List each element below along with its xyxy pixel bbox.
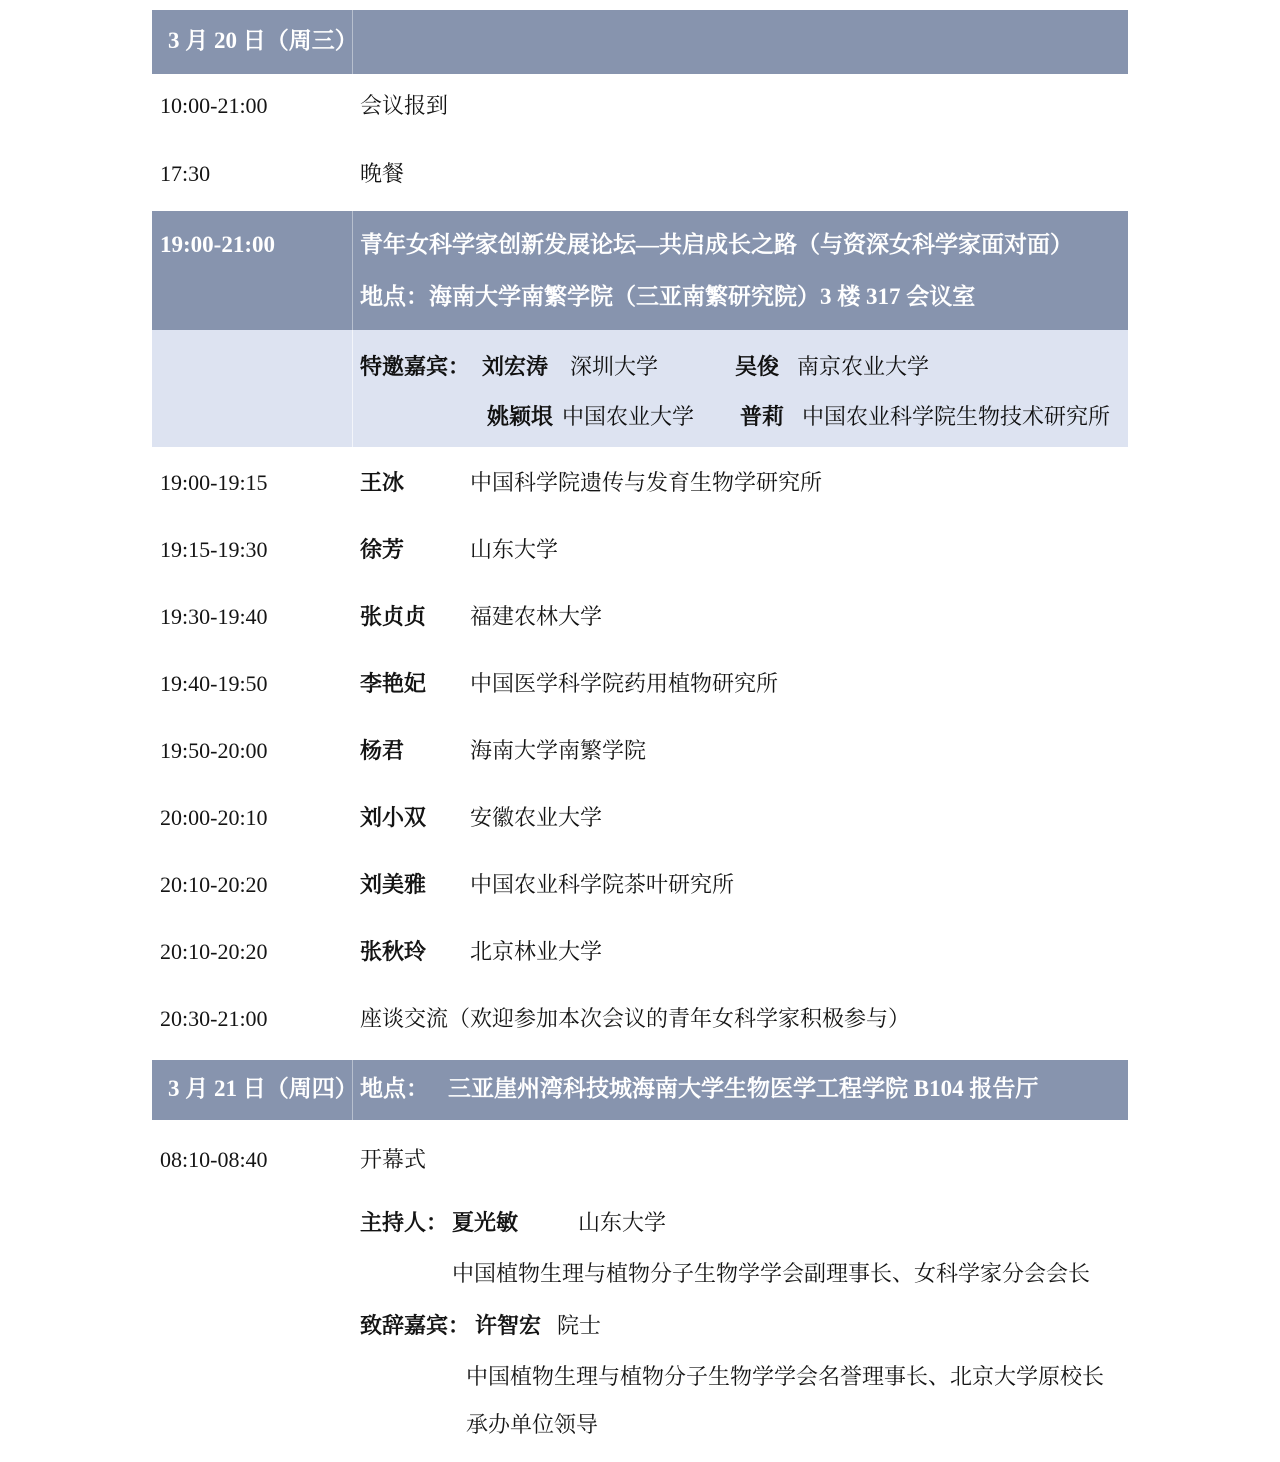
speech-guest-organizers: 承办单位领导 — [466, 1412, 599, 1437]
discussion-time: 20:30-21:00 — [160, 1006, 268, 1031]
registration-time: 10:00-21:00 — [160, 93, 268, 118]
forum-time: 19:00-21:00 — [160, 232, 275, 257]
dinner-time: 17:30 — [160, 161, 211, 186]
guests-label: 特邀嘉宾： — [360, 354, 471, 379]
guest-affiliation: 深圳大学 — [570, 354, 659, 379]
discussion-activity: 座谈交流（欢迎参加本次会议的青年女科学家积极参与） — [360, 1006, 911, 1031]
talk-time: 20:10-20:20 — [160, 939, 268, 964]
guest-name: 刘宏涛 — [482, 354, 549, 379]
forum-band — [152, 211, 1128, 330]
registration-activity: 会议报到 — [360, 93, 449, 118]
forum-location: 地点：海南大学南繁学院（三亚南繁研究院）3 楼 317 会议室 — [360, 284, 976, 309]
guest-name: 姚颖垠 — [487, 404, 554, 429]
forum-column-divider — [352, 211, 353, 330]
host-title: 中国植物生理与植物分子生物学学会副理事长、女科学家分会会长 — [452, 1261, 1091, 1286]
dinner-activity: 晚餐 — [360, 161, 405, 186]
talk-time: 20:10-20:20 — [160, 872, 268, 897]
talk-affiliation: 北京林业大学 — [470, 939, 603, 964]
day1-header-band — [152, 10, 1128, 74]
guest-name: 普莉 — [740, 404, 785, 429]
speech-guest-honor: 院士 — [557, 1313, 602, 1338]
day2-location-label: 地点： — [360, 1076, 429, 1101]
host-affiliation: 山东大学 — [578, 1210, 667, 1235]
talk-speaker: 徐芳 — [360, 537, 405, 562]
talk-affiliation: 安徽农业大学 — [470, 805, 603, 830]
speech-guest-title: 中国植物生理与植物分子生物学学会名誉理事长、北京大学原校长 — [466, 1364, 1105, 1389]
opening-activity: 开幕式 — [360, 1147, 427, 1172]
guests-column-divider — [352, 330, 353, 447]
talk-affiliation: 山东大学 — [470, 537, 559, 562]
talk-time: 19:50-20:00 — [160, 738, 268, 763]
talk-time: 20:00-20:10 — [160, 805, 268, 830]
host-name: 夏光敏 — [452, 1210, 519, 1235]
guest-affiliation: 中国农业科学院生物技术研究所 — [802, 404, 1111, 429]
talk-speaker: 张秋玲 — [360, 939, 427, 964]
talk-speaker: 刘小双 — [360, 805, 427, 830]
day2-location: 三亚崖州湾科技城海南大学生物医学工程学院 B104 报告厅 — [448, 1076, 1039, 1101]
opening-time: 08:10-08:40 — [160, 1147, 268, 1172]
guest-affiliation: 中国农业大学 — [562, 404, 695, 429]
talk-speaker: 李艳妃 — [360, 671, 427, 696]
talk-speaker: 杨君 — [360, 738, 405, 763]
speech-guest-name: 许智宏 — [475, 1313, 542, 1338]
day1-date-header: 3 月 20 日（周三） — [168, 28, 358, 53]
talk-time: 19:00-19:15 — [160, 470, 268, 495]
talk-time: 19:15-19:30 — [160, 537, 268, 562]
host-label: 主持人： — [360, 1210, 449, 1235]
speech-label: 致辞嘉宾： — [360, 1313, 471, 1338]
talk-time: 19:40-19:50 — [160, 671, 268, 696]
guests-band — [152, 330, 1128, 447]
talk-time: 19:30-19:40 — [160, 604, 268, 629]
day2-date-header: 3 月 21 日（周四） — [168, 1076, 358, 1101]
talk-affiliation: 海南大学南繁学院 — [470, 738, 647, 763]
forum-title: 青年女科学家创新发展论坛—共启成长之路（与资深女科学家面对面） — [360, 232, 1073, 257]
day2-header-band — [152, 1060, 1128, 1120]
talk-affiliation: 中国医学科学院药用植物研究所 — [470, 671, 779, 696]
talk-affiliation: 福建农林大学 — [470, 604, 603, 629]
talk-speaker: 刘美雅 — [360, 872, 427, 897]
guest-name: 吴俊 — [735, 354, 780, 379]
talk-speaker: 王冰 — [360, 470, 405, 495]
talk-affiliation: 中国科学院遗传与发育生物学研究所 — [470, 470, 823, 495]
talk-speaker: 张贞贞 — [360, 604, 427, 629]
guest-affiliation: 南京农业大学 — [797, 354, 930, 379]
talk-affiliation: 中国农业科学院茶叶研究所 — [470, 872, 735, 897]
